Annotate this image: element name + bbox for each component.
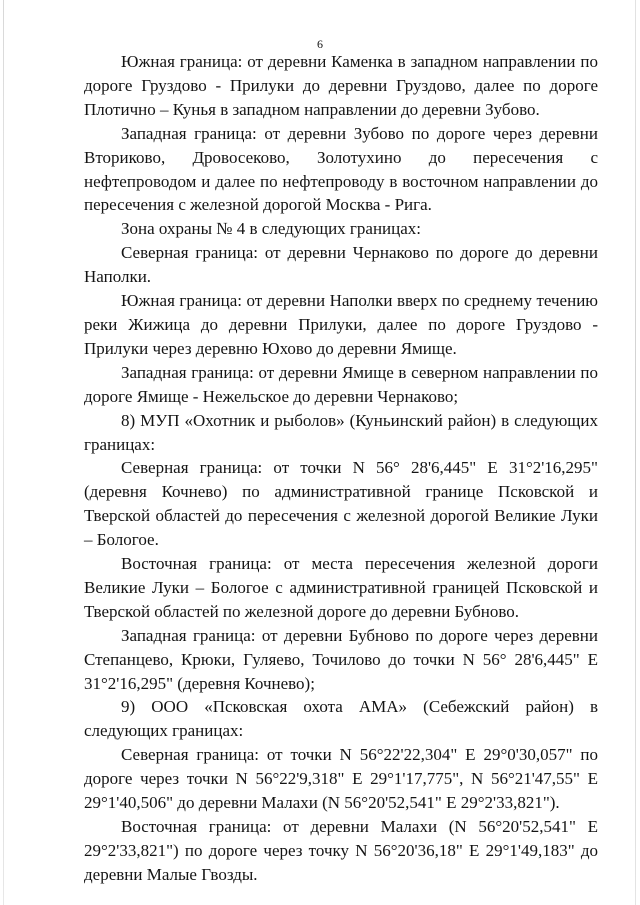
scan-edge-right xyxy=(635,0,636,905)
document-body xyxy=(84,50,598,887)
paragraph-south-border-kamenka: Южная граница: от деревни Каменка в западном направлении по дороге Груздово - Прилуки до деревни Груздово, далее по дороге Плотично – Кунья в западном направлении до деревни Зубово. xyxy=(84,52,598,119)
paragraph-item-8-east-border: Восточная граница: от места пересечения железной дороги Великие Луки – Бологое с административной границей Псковской и Тверской областей по железной дороге до деревни Бубново. xyxy=(84,554,598,621)
paragraph-item-8-heading: 8) МУП «Охотник и рыболов» (Куньинский район) в следующих границах: xyxy=(84,410,598,454)
paragraph-west-border-zubovo: Западная граница: от деревни Зубово по дороге через деревни Вториково, Дровосеково, Золотухино до пересечения с нефтепроводом и далее по нефтепроводу в восточном направлении до пересечения с железной дорогой Москва - Рига. xyxy=(84,123,598,215)
paragraph-zone-4-heading: Зона охраны № 4 в следующих границах: xyxy=(121,219,422,239)
paragraph-item-8-west-border: Западная граница: от деревни Бубново по дороге через деревни Степанцево, Крюки, Гуляево, Точилово до точки N 56° 28'6,445" E 31°2'16,295" (деревня Кочнево); xyxy=(84,625,598,693)
paragraph-item-9-north-border: Северная граница: от точки N 56°22'22,304" E 29°0'30,057" по дороге через точки N 56°22'9,318" E 29°1'17,775", N 56°21'47,55" E 29°1'40,506" до деревни Малахи (N 56°20'52,541" E 29°2'33,821"). xyxy=(84,745,598,813)
paragraph-item-9-heading: 9) ООО «Псковская охота АМА» (Себежский район) в следующих границах: xyxy=(84,697,598,741)
paragraph-item-8-north-border: Северная граница: от точки N 56° 28'6,445" E 31°2'16,295" (деревня Кочнево) по административной границе Псковской и Тверской областей до пересечения с железной дорогой Великие Луки – Бологое. xyxy=(84,458,598,550)
page-number: 6 xyxy=(317,37,323,51)
paragraph-north-border-chernakovo: Северная граница: от деревни Чернаково по дороге до деревни Наполки. xyxy=(84,243,598,287)
scan-edge-left xyxy=(3,0,4,905)
paragraph-west-border-yamishche: Западная граница: от деревни Ямище в северном направлении по дороге Ямище - Нежельское до деревни Чернаково; xyxy=(84,362,598,406)
paragraph-item-9-east-border: Восточная граница: от деревни Малахи (N 56°20'52,541" E 29°2'33,821") по дороге через точку N 56°20'36,18" E 29°1'49,183" до деревни Малые Гвозды. xyxy=(84,817,598,884)
paragraph-south-border-napolki: Южная граница: от деревни Наполки вверх по среднему течению реки Жижица до деревни Прилуки, далее по дороге Груздово - Прилуки через деревню Юхово до деревни Ямище. xyxy=(84,291,598,358)
